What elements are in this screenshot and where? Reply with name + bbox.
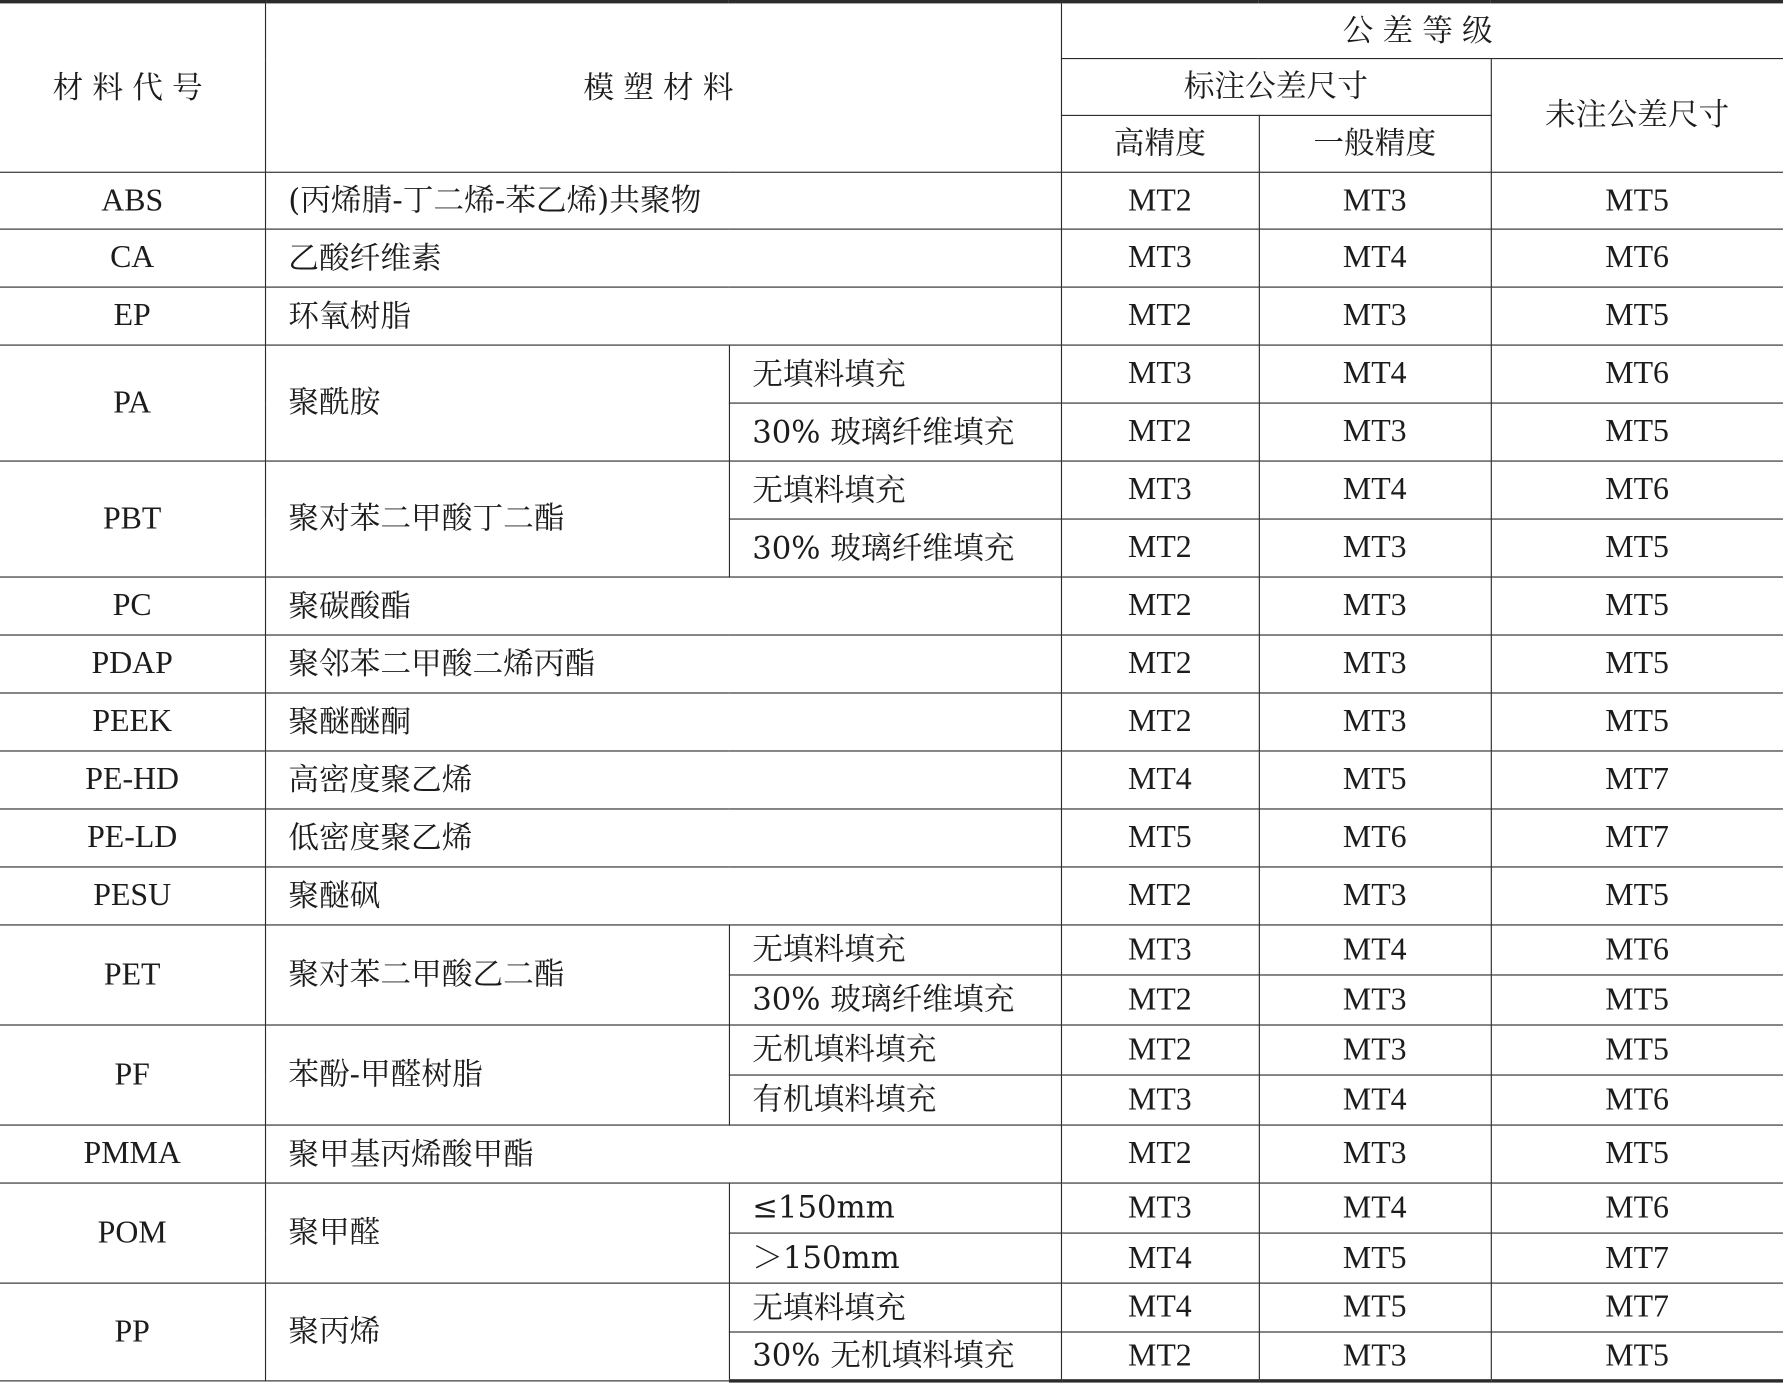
table-row <box>0 229 1783 287</box>
grade-unmarked-cell: MT7 <box>1491 809 1783 867</box>
table-row <box>0 1025 1783 1075</box>
material-code-cell: PMMA <box>0 1125 265 1183</box>
material-code-cell: PEEK <box>0 693 265 751</box>
grade-high-precision-cell: MT4 <box>1061 751 1259 809</box>
material-code-cell: PDAP <box>0 635 265 693</box>
material-variant-cell: 无机填料填充 <box>729 1025 1061 1075</box>
header-marked-tolerance: 标注公差尺寸 <box>1061 59 1491 116</box>
grade-unmarked-cell: MT5 <box>1491 975 1783 1025</box>
grade-unmarked-cell: MT6 <box>1491 345 1783 403</box>
grade-general-precision-cell: MT5 <box>1259 1233 1491 1283</box>
material-code-cell: PESU <box>0 867 265 925</box>
material-variant-cell: 无填料填充 <box>729 345 1061 403</box>
grade-high-precision-cell: MT3 <box>1061 461 1259 519</box>
table-row <box>0 1125 1783 1183</box>
material-code-cell: PF <box>0 1025 265 1125</box>
material-name-cell: 低密度聚乙烯 <box>265 809 1061 867</box>
grade-general-precision-cell: MT4 <box>1259 461 1491 519</box>
material-code-cell: POM <box>0 1183 265 1283</box>
grade-general-precision-cell: MT3 <box>1259 1025 1491 1075</box>
grade-unmarked-cell: MT5 <box>1491 1332 1783 1381</box>
grade-high-precision-cell: MT2 <box>1061 1332 1259 1381</box>
grade-high-precision-cell: MT3 <box>1061 1075 1259 1125</box>
material-code-cell: PE-LD <box>0 809 265 867</box>
grade-unmarked-cell: MT5 <box>1491 403 1783 461</box>
material-variant-cell: 30% 无机填料填充 <box>729 1332 1061 1381</box>
grade-general-precision-cell: MT3 <box>1259 635 1491 693</box>
material-code-cell: CA <box>0 229 265 287</box>
grade-general-precision-cell: MT4 <box>1259 1075 1491 1125</box>
material-variant-cell: 30% 玻璃纤维填充 <box>729 403 1061 461</box>
grade-unmarked-cell: MT5 <box>1491 867 1783 925</box>
table-row <box>0 867 1783 925</box>
material-name-cell: (丙烯腈-丁二烯-苯乙烯)共聚物 <box>265 172 1061 229</box>
grade-unmarked-cell: MT7 <box>1491 751 1783 809</box>
table-row <box>0 925 1783 975</box>
table-row <box>0 287 1783 345</box>
material-name-cell: 聚邻苯二甲酸二烯丙酯 <box>265 635 1061 693</box>
grade-general-precision-cell: MT6 <box>1259 809 1491 867</box>
material-variant-cell: 30% 玻璃纤维填充 <box>729 975 1061 1025</box>
material-name-cell: 聚酰胺 <box>265 345 729 461</box>
material-variant-cell: 有机填料填充 <box>729 1075 1061 1125</box>
material-name-cell: 聚丙烯 <box>265 1283 729 1381</box>
grade-general-precision-cell: MT3 <box>1259 975 1491 1025</box>
grade-high-precision-cell: MT2 <box>1061 1125 1259 1183</box>
grade-general-precision-cell: MT4 <box>1259 925 1491 975</box>
grade-general-precision-cell: MT4 <box>1259 229 1491 287</box>
grade-unmarked-cell: MT5 <box>1491 1125 1783 1183</box>
grade-high-precision-cell: MT4 <box>1061 1233 1259 1283</box>
material-code-cell: EP <box>0 287 265 345</box>
table-body <box>0 172 1783 1381</box>
material-code-cell: PET <box>0 925 265 1025</box>
grade-general-precision-cell: MT4 <box>1259 345 1491 403</box>
grade-high-precision-cell: MT3 <box>1061 925 1259 975</box>
grade-high-precision-cell: MT2 <box>1061 172 1259 229</box>
grade-high-precision-cell: MT2 <box>1061 1025 1259 1075</box>
table-row <box>0 635 1783 693</box>
grade-unmarked-cell: MT5 <box>1491 519 1783 577</box>
grade-high-precision-cell: MT3 <box>1061 345 1259 403</box>
header-tolerance-grade: 公差等级 <box>1061 2 1783 59</box>
grade-general-precision-cell: MT3 <box>1259 172 1491 229</box>
grade-general-precision-cell: MT3 <box>1259 519 1491 577</box>
grade-high-precision-cell: MT2 <box>1061 287 1259 345</box>
header-general-precision: 一般精度 <box>1259 115 1491 172</box>
material-variant-cell: ＞150mm <box>729 1233 1061 1283</box>
grade-unmarked-cell: MT5 <box>1491 1025 1783 1075</box>
grade-general-precision-cell: MT3 <box>1259 1332 1491 1381</box>
material-name-cell: 聚醚砜 <box>265 867 1061 925</box>
material-code-cell: PA <box>0 345 265 461</box>
material-name-cell: 聚碳酸酯 <box>265 577 1061 635</box>
grade-general-precision-cell: MT3 <box>1259 287 1491 345</box>
grade-high-precision-cell: MT2 <box>1061 577 1259 635</box>
header-molding-material: 模塑材料 <box>265 2 1061 173</box>
grade-unmarked-cell: MT7 <box>1491 1283 1783 1332</box>
grade-general-precision-cell: MT4 <box>1259 1183 1491 1233</box>
grade-unmarked-cell: MT5 <box>1491 693 1783 751</box>
grade-unmarked-cell: MT5 <box>1491 287 1783 345</box>
table-row <box>0 693 1783 751</box>
table-row <box>0 345 1783 403</box>
grade-high-precision-cell: MT3 <box>1061 1183 1259 1233</box>
material-name-cell: 聚甲醛 <box>265 1183 729 1283</box>
grade-high-precision-cell: MT2 <box>1061 693 1259 751</box>
grade-unmarked-cell: MT5 <box>1491 635 1783 693</box>
material-code-cell: PBT <box>0 461 265 577</box>
material-variant-cell: 30% 玻璃纤维填充 <box>729 519 1061 577</box>
header-high-precision: 高精度 <box>1061 115 1259 172</box>
grade-high-precision-cell: MT2 <box>1061 635 1259 693</box>
grade-high-precision-cell: MT4 <box>1061 1283 1259 1332</box>
grade-high-precision-cell: MT3 <box>1061 229 1259 287</box>
grade-unmarked-cell: MT6 <box>1491 1183 1783 1233</box>
grade-high-precision-cell: MT2 <box>1061 519 1259 577</box>
grade-high-precision-cell: MT5 <box>1061 809 1259 867</box>
material-name-cell: 苯酚-甲醛树脂 <box>265 1025 729 1125</box>
grade-general-precision-cell: MT3 <box>1259 1125 1491 1183</box>
material-code-cell: PE-HD <box>0 751 265 809</box>
material-variant-cell: 无填料填充 <box>729 925 1061 975</box>
grade-unmarked-cell: MT6 <box>1491 229 1783 287</box>
material-name-cell: 聚对苯二甲酸乙二酯 <box>265 925 729 1025</box>
grade-general-precision-cell: MT3 <box>1259 867 1491 925</box>
table-row <box>0 1183 1783 1233</box>
grade-general-precision-cell: MT3 <box>1259 577 1491 635</box>
table-row <box>0 809 1783 867</box>
grade-high-precision-cell: MT2 <box>1061 867 1259 925</box>
grade-unmarked-cell: MT6 <box>1491 461 1783 519</box>
material-name-cell: 聚甲基丙烯酸甲酯 <box>265 1125 1061 1183</box>
grade-unmarked-cell: MT6 <box>1491 1075 1783 1125</box>
material-name-cell: 聚醚醚酮 <box>265 693 1061 751</box>
table-row <box>0 1283 1783 1332</box>
table-row <box>0 461 1783 519</box>
grade-general-precision-cell: MT3 <box>1259 693 1491 751</box>
material-name-cell: 环氧树脂 <box>265 287 1061 345</box>
material-name-cell: 乙酸纤维素 <box>265 229 1061 287</box>
material-name-cell: 高密度聚乙烯 <box>265 751 1061 809</box>
table-row <box>0 751 1783 809</box>
grade-general-precision-cell: MT5 <box>1259 1283 1491 1332</box>
grade-high-precision-cell: MT2 <box>1061 975 1259 1025</box>
material-name-cell: 聚对苯二甲酸丁二酯 <box>265 461 729 577</box>
header-unmarked-tolerance: 未注公差尺寸 <box>1491 59 1783 173</box>
table-row <box>0 577 1783 635</box>
table-header <box>0 2 1783 173</box>
grade-unmarked-cell: MT5 <box>1491 577 1783 635</box>
material-variant-cell: 无填料填充 <box>729 1283 1061 1332</box>
material-code-cell: PC <box>0 577 265 635</box>
grade-high-precision-cell: MT2 <box>1061 403 1259 461</box>
material-variant-cell: 无填料填充 <box>729 461 1061 519</box>
grade-general-precision-cell: MT5 <box>1259 751 1491 809</box>
material-code-cell: ABS <box>0 172 265 229</box>
material-variant-cell: ≤150mm <box>729 1183 1061 1233</box>
material-code-cell: PP <box>0 1283 265 1381</box>
grade-unmarked-cell: MT5 <box>1491 172 1783 229</box>
header-material-code: 材料代号 <box>0 2 265 173</box>
grade-unmarked-cell: MT6 <box>1491 925 1783 975</box>
grade-unmarked-cell: MT7 <box>1491 1233 1783 1283</box>
grade-general-precision-cell: MT3 <box>1259 403 1491 461</box>
table-row <box>0 172 1783 229</box>
